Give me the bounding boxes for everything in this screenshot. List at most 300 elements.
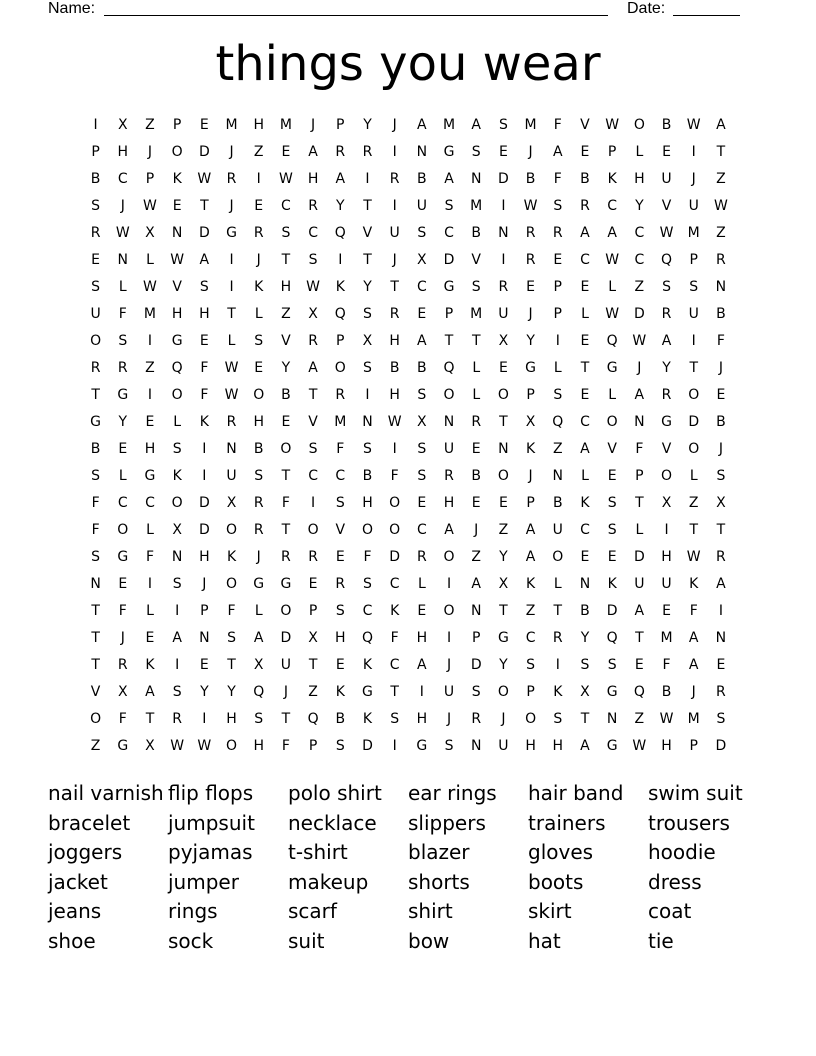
grid-letter: G — [525, 359, 537, 376]
grid-letter: R — [308, 197, 318, 214]
grid-letter: V — [281, 332, 291, 349]
grid-letter: S — [498, 116, 508, 133]
grid-letter: F — [363, 548, 372, 565]
grid-letter: I — [93, 116, 98, 133]
grid-letter: H — [199, 305, 210, 322]
grid-letter: K — [172, 467, 182, 484]
word-list-item: t-shirt — [288, 840, 348, 865]
grid-letter: S — [91, 548, 101, 565]
grid-letter: S — [689, 278, 699, 295]
word-list-item: polo shirt — [288, 781, 382, 805]
grid-letter: R — [253, 224, 264, 241]
grid-letter: K — [689, 575, 699, 592]
grid-letter: K — [607, 575, 617, 592]
grid-letter: O — [497, 683, 509, 700]
grid-letter: A — [471, 575, 481, 592]
grid-letter: S — [254, 467, 264, 484]
grid-letter: N — [443, 413, 455, 430]
grid-letter: W — [387, 413, 402, 430]
word-list-item: blazer — [408, 840, 470, 865]
word-list-item: trousers — [648, 810, 730, 835]
grid-letter: C — [580, 251, 590, 268]
grid-letter: O — [90, 710, 102, 727]
grid-letter: G — [416, 737, 428, 754]
grid-letter: X — [716, 494, 726, 511]
grid-letter: S — [390, 710, 400, 727]
grid-letter: O — [171, 494, 183, 511]
grid-letter: E — [118, 575, 128, 592]
grid-letter: H — [307, 170, 319, 187]
grid-letter: G — [280, 575, 292, 592]
grid-letter: D — [688, 413, 700, 430]
grid-letter: R — [226, 170, 237, 187]
grid-letter: A — [417, 332, 427, 349]
grid-letter: O — [497, 467, 509, 484]
grid-letter: D — [280, 629, 292, 646]
grid-letter: X — [145, 224, 155, 241]
word-list-item: shoe — [48, 928, 96, 953]
grid-letter: H — [661, 548, 672, 565]
grid-letter: M — [660, 629, 673, 646]
grid-letter: E — [335, 548, 345, 565]
grid-letter: H — [443, 494, 455, 511]
grid-letter: S — [471, 278, 481, 295]
grid-letter: V — [471, 251, 481, 268]
grid-letter: Q — [171, 359, 183, 376]
grid-letter: I — [175, 656, 180, 673]
grid-letter: L — [553, 575, 562, 592]
grid-letter: F — [227, 602, 236, 619]
grid-letter: C — [389, 575, 400, 592]
grid-letter: S — [607, 656, 617, 673]
grid-letter: E — [254, 197, 264, 214]
grid-letter: H — [171, 305, 183, 322]
grid-letter: J — [256, 548, 261, 565]
grid-letter: P — [607, 143, 617, 160]
grid-letter: K — [199, 413, 209, 430]
grid-letter: S — [417, 386, 427, 403]
grid-letter: K — [226, 548, 237, 565]
grid-letter: Z — [253, 143, 264, 160]
grid-letter: Z — [525, 602, 536, 619]
grid-letter: I — [664, 521, 669, 538]
grid-letter: E — [526, 278, 536, 295]
grid-letter: L — [581, 305, 589, 322]
grid-letter: E — [498, 494, 508, 511]
grid-letter: A — [525, 521, 536, 538]
grid-letter: L — [254, 602, 263, 619]
grid-letter: F — [200, 359, 209, 376]
grid-letter: A — [145, 683, 155, 700]
grid-letter: L — [146, 602, 154, 619]
grid-letter: J — [392, 116, 397, 133]
grid-letter: W — [632, 737, 647, 754]
grid-letter: R — [308, 332, 318, 349]
grid-letter: O — [389, 521, 401, 538]
date-blank-line — [673, 15, 740, 16]
grid-letter: I — [202, 467, 207, 484]
word-list-item: rings — [168, 899, 218, 924]
grid-letter: W — [170, 251, 185, 268]
grid-letter: G — [606, 683, 618, 700]
grid-letter: K — [580, 494, 590, 511]
grid-letter: T — [91, 386, 100, 403]
grid-letter: Z — [90, 737, 101, 754]
grid-letter: E — [118, 440, 128, 457]
grid-letter: S — [363, 305, 372, 322]
grid-letter: B — [552, 494, 563, 511]
grid-letter: I — [555, 656, 560, 673]
grid-letter: R — [498, 278, 509, 295]
grid-letter: B — [389, 359, 400, 376]
word-list-item: pyjamas — [168, 840, 253, 865]
grid-letter: S — [118, 332, 128, 349]
grid-letter: O — [334, 359, 346, 376]
grid-letter: W — [224, 359, 239, 376]
page-title: things you wear — [215, 36, 601, 92]
grid-letter: E — [662, 602, 671, 619]
grid-letter: T — [716, 521, 726, 538]
grid-letter: X — [525, 413, 536, 430]
grid-letter: C — [117, 170, 128, 187]
grid-letter: F — [553, 170, 562, 187]
grid-letter: S — [444, 737, 454, 754]
grid-letter: L — [118, 278, 127, 295]
grid-letter: A — [716, 116, 726, 133]
grid-letter: E — [580, 332, 590, 349]
grid-letter: I — [501, 251, 506, 268]
grid-letter: F — [662, 656, 671, 673]
grid-letter: Y — [363, 278, 372, 295]
grid-letter: A — [172, 629, 182, 646]
grid-letter: J — [229, 143, 234, 160]
grid-letter: B — [90, 170, 101, 187]
grid-letter: D — [198, 143, 210, 160]
grid-letter: R — [253, 494, 264, 511]
grid-letter: S — [172, 683, 182, 700]
grid-letter: C — [580, 521, 590, 538]
grid-letter: N — [498, 440, 509, 457]
grid-letter: L — [472, 359, 481, 376]
grid-letter: Y — [499, 548, 508, 565]
grid-letter: U — [226, 467, 237, 484]
grid-letter: W — [605, 116, 620, 133]
grid-letter: P — [336, 116, 345, 133]
grid-letter: D — [198, 521, 210, 538]
grid-letter: U — [688, 197, 699, 214]
grid-letter: E — [662, 143, 671, 160]
grid-letter: Z — [688, 494, 699, 511]
grid-letter: S — [172, 575, 182, 592]
grid-letter: V — [362, 224, 373, 241]
grid-letter: L — [118, 467, 127, 484]
word-list-item: slippers — [408, 810, 486, 835]
grid-letter: I — [365, 170, 370, 187]
grid-letter: I — [392, 737, 397, 754]
grid-letter: J — [691, 170, 696, 187]
grid-letter: I — [147, 332, 153, 349]
grid-letter: S — [471, 143, 481, 160]
grid-letter: O — [226, 575, 238, 592]
grid-letter: T — [390, 278, 399, 295]
word-list-item: bracelet — [48, 810, 131, 835]
grid-letter: G — [226, 224, 237, 241]
grid-letter: F — [553, 116, 562, 133]
grid-letter: S — [199, 278, 209, 295]
grid-letter: N — [470, 602, 482, 619]
grid-letter: I — [419, 683, 424, 700]
grid-letter: S — [91, 197, 101, 214]
grid-letter: E — [199, 656, 209, 673]
grid-letter: I — [392, 440, 397, 457]
grid-letter: Z — [308, 683, 318, 700]
grid-letter: Q — [661, 251, 673, 268]
grid-letter: T — [281, 710, 291, 727]
grid-letter: E — [308, 575, 318, 592]
grid-letter: H — [416, 710, 428, 727]
grid-letter: D — [198, 224, 210, 241]
grid-letter: C — [580, 413, 590, 430]
grid-letter: E — [607, 467, 617, 484]
grid-letter: J — [691, 683, 696, 700]
grid-letter: R — [172, 710, 183, 727]
grid-letter: C — [444, 224, 454, 241]
grid-letter: X — [226, 494, 237, 511]
grid-letter: U — [498, 737, 509, 754]
grid-letter: C — [308, 467, 318, 484]
grid-letter: M — [442, 116, 456, 133]
grid-letter: R — [389, 170, 400, 187]
grid-letter: H — [362, 494, 373, 511]
grid-letter: Q — [633, 683, 645, 700]
grid-letter: Z — [498, 521, 509, 538]
word-list-item: jeans — [48, 899, 102, 924]
grid-letter: F — [336, 440, 345, 457]
grid-letter: L — [146, 251, 154, 268]
grid-letter: J — [637, 359, 642, 376]
grid-letter: H — [335, 629, 346, 646]
grid-letter: E — [145, 629, 155, 646]
grid-letter: D — [389, 548, 401, 565]
grid-letter: X — [580, 683, 590, 700]
word-list-item: ear rings — [408, 781, 497, 805]
grid-letter: I — [691, 332, 696, 349]
grid-letter: S — [607, 521, 617, 538]
grid-letter: O — [443, 386, 455, 403]
word-list-item: jacket — [48, 869, 108, 894]
grid-letter: O — [661, 467, 673, 484]
grid-letter: J — [501, 710, 506, 727]
grid-letter: T — [553, 602, 563, 619]
grid-letter: K — [362, 656, 373, 673]
grid-letter: R — [471, 413, 482, 430]
grid-letter: W — [713, 197, 728, 214]
grid-letter: R — [525, 251, 536, 268]
grid-letter: G — [171, 332, 183, 349]
name-blank-line — [104, 15, 608, 16]
grid-letter: N — [416, 143, 428, 160]
grid-letter: N — [226, 440, 237, 457]
grid-letter: T — [281, 521, 291, 538]
grid-letter: R — [335, 143, 346, 160]
grid-letter: L — [227, 332, 236, 349]
grid-letter: X — [498, 332, 509, 349]
grid-letter: V — [90, 683, 101, 700]
grid-letter: A — [417, 116, 427, 133]
grid-letter: S — [254, 332, 264, 349]
grid-letter: E — [281, 413, 291, 430]
grid-letter: O — [90, 332, 102, 349]
grid-letter: P — [172, 116, 182, 133]
grid-letter: H — [280, 278, 292, 295]
grid-letter: L — [608, 386, 617, 403]
grid-letter: D — [443, 251, 455, 268]
word-list-item: bow — [408, 928, 450, 953]
grid-letter: E — [553, 251, 563, 268]
grid-letter: T — [444, 332, 454, 349]
name-label: Name: — [48, 0, 96, 17]
grid-letter: M — [334, 413, 347, 430]
grid-letter: I — [229, 278, 234, 295]
grid-letter: C — [362, 602, 373, 619]
grid-letter: Y — [200, 683, 209, 700]
grid-letter: O — [389, 494, 401, 511]
grid-letter: I — [229, 251, 234, 268]
word-list-item: trainers — [528, 810, 606, 835]
grid-letter: X — [417, 413, 427, 430]
grid-letter: B — [661, 116, 672, 133]
grid-letter: F — [390, 467, 399, 484]
grid-letter: T — [308, 386, 318, 403]
word-list-item: joggers — [48, 840, 123, 865]
grid-letter: W — [659, 710, 674, 727]
grid-letter: S — [91, 467, 101, 484]
grid-letter: Q — [307, 710, 319, 727]
grid-letter: J — [474, 521, 479, 538]
grid-letter: A — [199, 251, 210, 268]
grid-letter: E — [172, 197, 182, 214]
grid-letter: L — [635, 143, 644, 160]
word-list-item: hat — [528, 928, 561, 953]
grid-letter: A — [417, 656, 427, 673]
grid-letter: E — [607, 548, 617, 565]
word-list-item: shirt — [408, 899, 453, 924]
grid-letter: S — [716, 710, 726, 727]
grid-letter: Q — [334, 305, 346, 322]
grid-letter: U — [280, 656, 292, 673]
grid-letter: W — [143, 197, 157, 214]
grid-letter: R — [253, 521, 264, 538]
grid-letter: N — [90, 575, 101, 592]
grid-letter: J — [229, 197, 234, 214]
grid-letter: B — [716, 305, 726, 322]
grid-letter: U — [634, 575, 645, 592]
letter-grid — [82, 111, 735, 759]
grid-letter: S — [553, 386, 563, 403]
grid-letter: E — [471, 440, 481, 457]
grid-letter: P — [200, 602, 209, 619]
grid-letter: L — [472, 386, 481, 403]
grid-letter: J — [446, 656, 452, 673]
grid-letter: H — [144, 440, 156, 457]
grid-letter: P — [553, 278, 562, 295]
grid-letter: P — [553, 305, 562, 322]
grid-letter: R — [281, 548, 291, 565]
grid-letter: V — [580, 116, 590, 133]
grid-letter: T — [580, 710, 590, 727]
grid-letter: H — [253, 116, 264, 133]
grid-letter: C — [389, 656, 400, 673]
grid-letter: H — [661, 737, 672, 754]
grid-letter: J — [392, 251, 397, 268]
grid-letter: W — [278, 170, 293, 187]
grid-letter: A — [580, 737, 590, 754]
grid-letter: R — [90, 224, 101, 241]
grid-letter: X — [117, 683, 128, 700]
grid-letter: F — [91, 521, 100, 538]
grid-letter: R — [661, 305, 672, 322]
grid-letter: I — [256, 170, 261, 187]
word-list-item: flip flops — [168, 781, 254, 805]
grid-letter: T — [308, 656, 318, 673]
grid-letter: W — [632, 332, 647, 349]
grid-letter: C — [634, 224, 645, 241]
word-list-item: skirt — [528, 899, 572, 924]
grid-letter: E — [580, 278, 590, 295]
grid-letter: N — [171, 548, 183, 565]
word-list — [48, 779, 768, 957]
grid-letter: O — [633, 116, 645, 133]
grid-letter: O — [443, 602, 455, 619]
grid-letter: Y — [526, 332, 535, 349]
grid-letter: O — [253, 386, 265, 403]
grid-letter: D — [633, 548, 645, 565]
grid-letter: Z — [634, 710, 645, 727]
grid-letter: O — [226, 521, 238, 538]
grid-letter: K — [335, 278, 345, 295]
grid-letter: O — [226, 737, 238, 754]
grid-letter: N — [498, 224, 509, 241]
grid-letter: N — [552, 467, 564, 484]
grid-letter: Y — [499, 656, 508, 673]
grid-letter: W — [523, 197, 538, 214]
grid-letter: S — [227, 629, 236, 646]
grid-letter: G — [253, 575, 265, 592]
grid-letter: Q — [443, 359, 455, 376]
grid-letter: S — [716, 467, 726, 484]
grid-letter: B — [661, 683, 672, 700]
grid-letter: L — [608, 278, 617, 295]
grid-letter: J — [446, 710, 452, 727]
grid-letter: T — [227, 656, 236, 673]
grid-letter: N — [579, 575, 591, 592]
grid-letter: P — [689, 737, 698, 754]
grid-letter: X — [362, 332, 373, 349]
grid-letter: Y — [580, 629, 590, 646]
grid-letter: J — [718, 440, 723, 457]
grid-letter: A — [607, 224, 617, 241]
grid-letter: W — [197, 170, 212, 187]
grid-letter: F — [281, 737, 290, 754]
grid-letter: Z — [552, 440, 563, 457]
grid-letter: W — [306, 278, 321, 295]
grid-letter: S — [417, 224, 427, 241]
grid-letter: H — [634, 170, 645, 187]
grid-letter: O — [688, 440, 700, 457]
grid-letter: J — [528, 143, 533, 160]
grid-letter: H — [389, 386, 400, 403]
grid-letter: P — [689, 251, 698, 268]
